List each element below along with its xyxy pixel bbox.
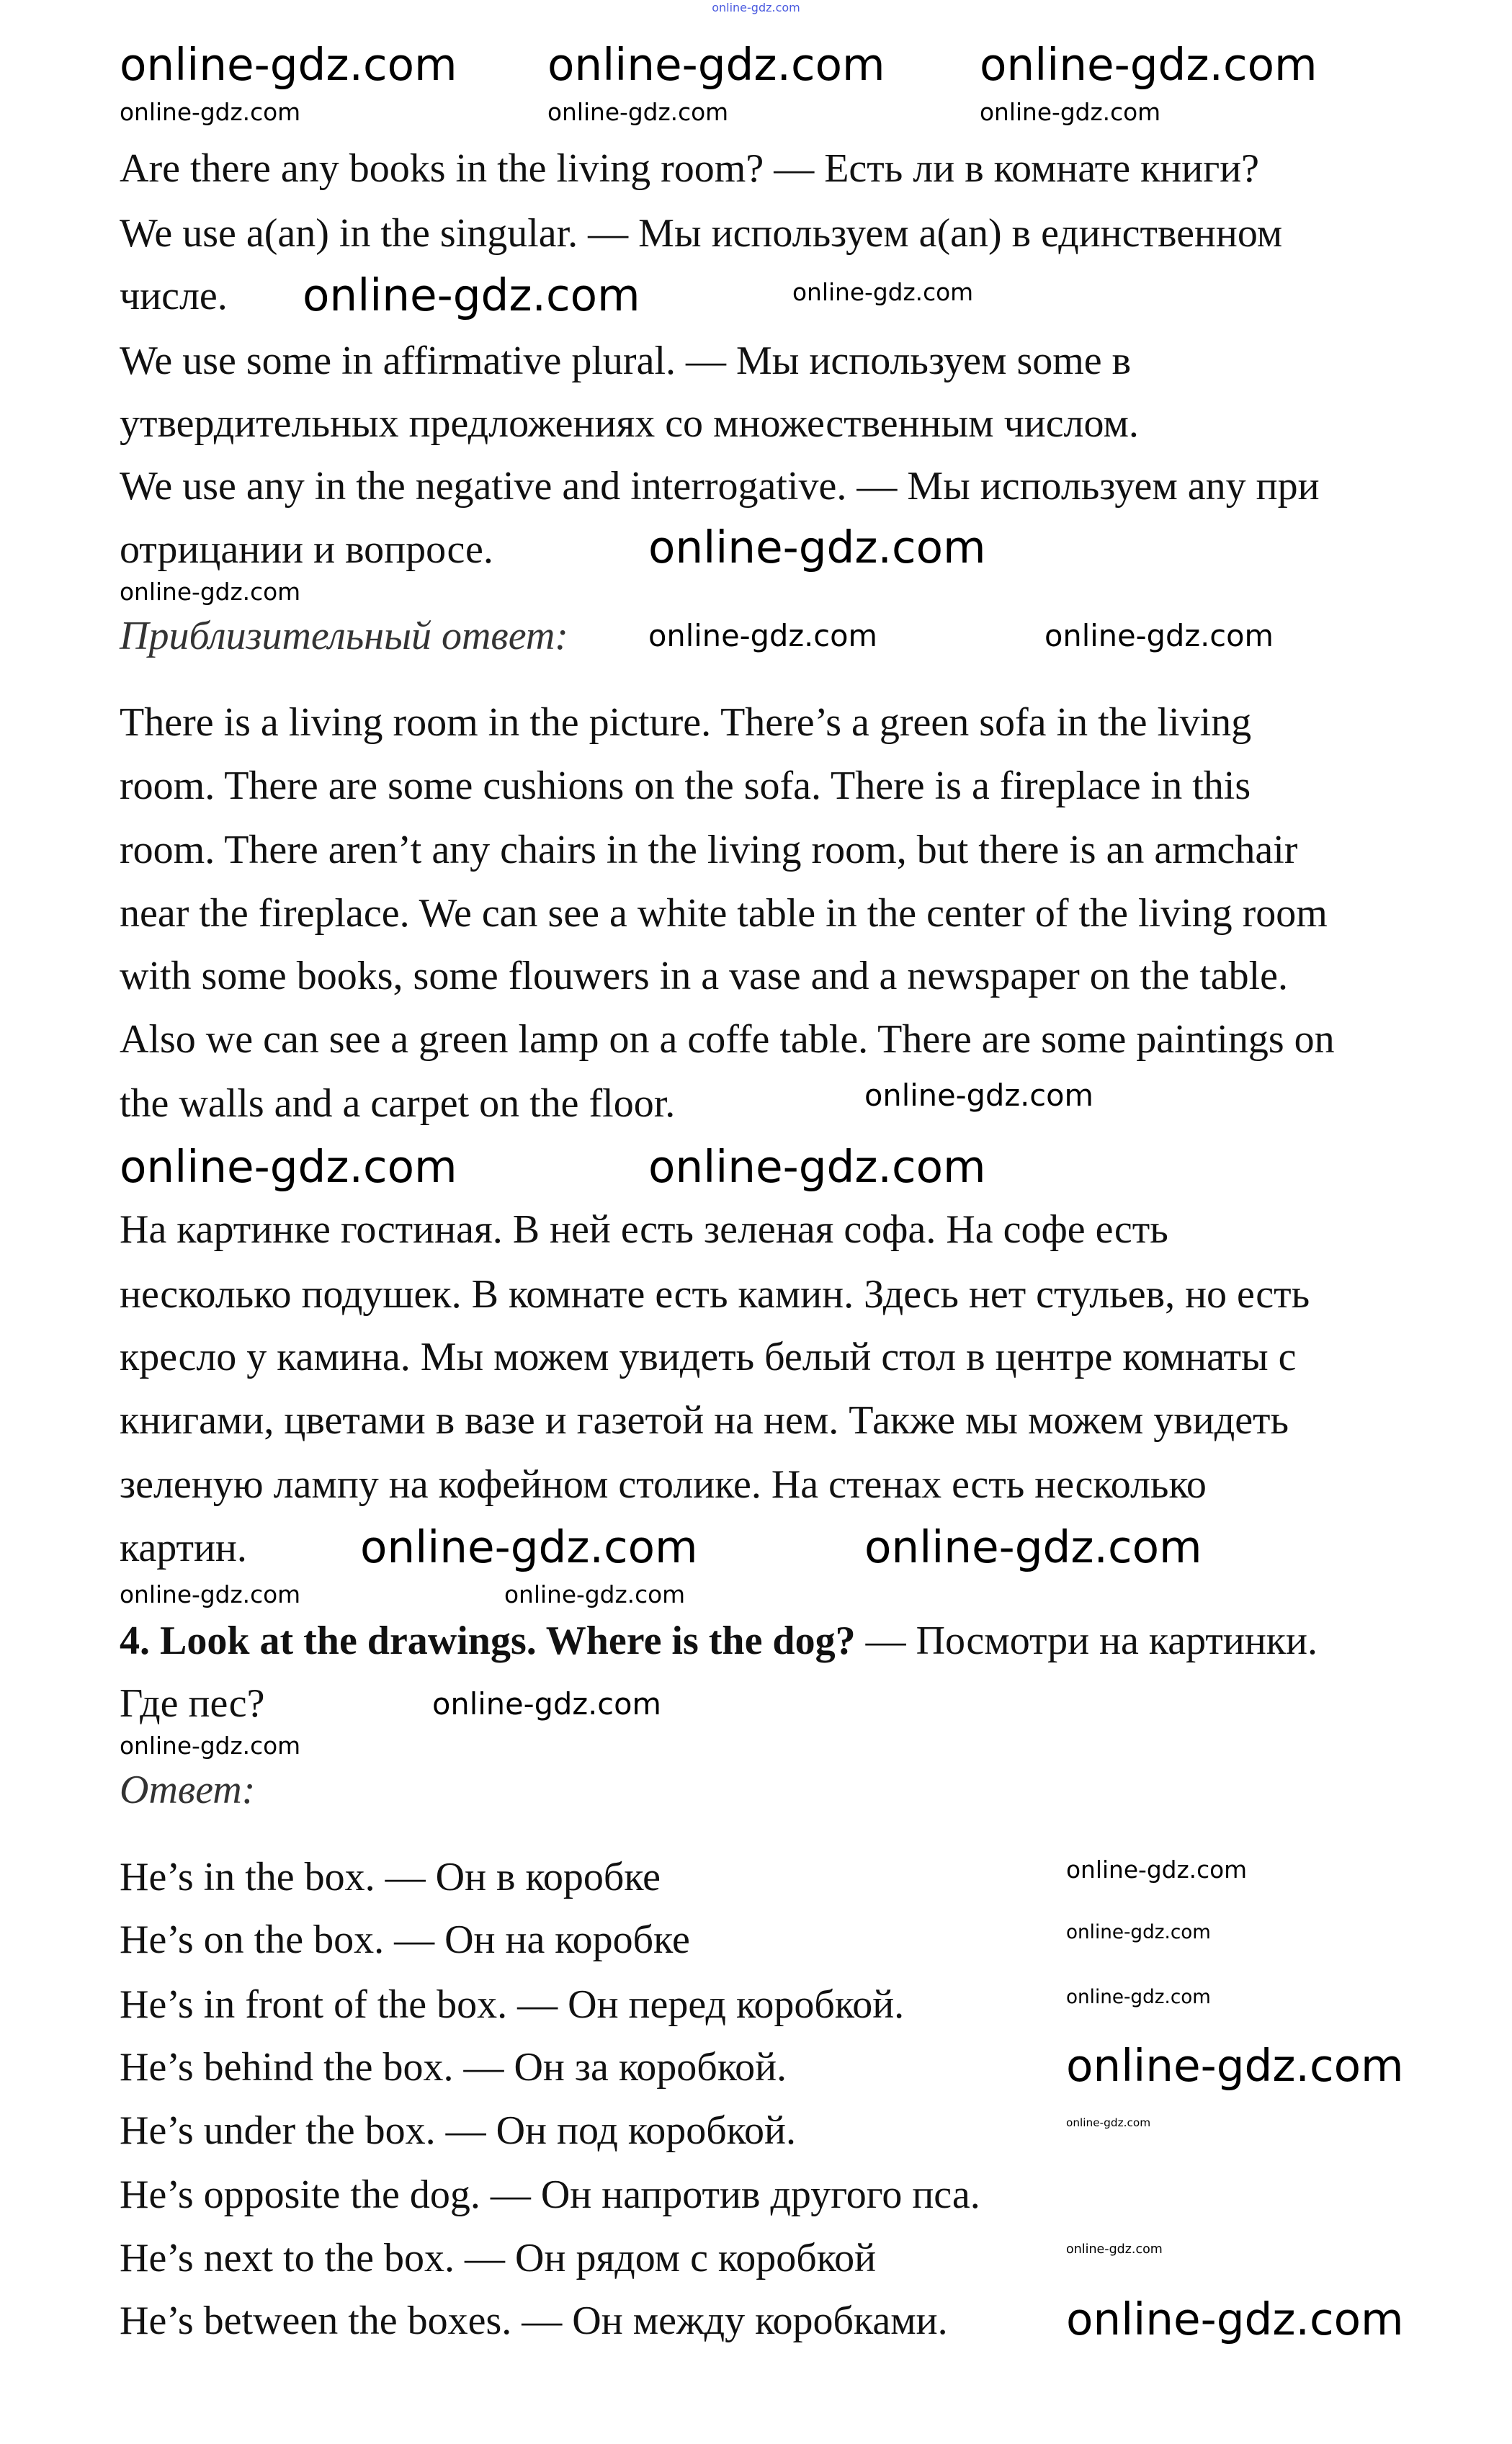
- exercise-title: 4. Look at the drawings. Where is the dog?: [120, 1619, 856, 1663]
- answer-line: He’s on the box. — Он на коробке: [120, 1917, 690, 1962]
- watermark: online-gdz.com: [120, 99, 301, 126]
- russian-text-line: На картинке гостиная. В ней есть зеленая софа. На софе есть: [120, 1207, 1168, 1252]
- watermark: online-gdz.com: [120, 40, 457, 91]
- watermark: online-gdz.com: [864, 1078, 1093, 1113]
- watermark: online-gdz.com: [504, 1581, 686, 1608]
- answer-line: He’s next to the box. — Он рядом с коробкой: [120, 2236, 877, 2280]
- grammar-line: числе.: [120, 274, 228, 318]
- watermark: online-gdz.com: [1066, 1987, 1211, 2008]
- watermark: online-gdz.com: [1066, 1856, 1248, 1884]
- exercise-translation: — Посмотри на картинки.: [855, 1619, 1318, 1663]
- watermark: online-gdz.com: [648, 618, 877, 653]
- watermark: online-gdz.com: [547, 99, 729, 126]
- answer-line: He’s opposite the dog. — Он напротив другого пса.: [120, 2172, 980, 2217]
- watermark: online-gdz.com: [120, 578, 301, 606]
- english-text-line: with some books, some flouwers in a vase and a newspaper on the table.: [120, 954, 1289, 998]
- watermark: online-gdz.com: [648, 522, 986, 573]
- watermark: online-gdz.com: [1044, 618, 1274, 653]
- exercise-4-heading: [120, 1612, 1318, 1670]
- watermark: online-gdz.com: [792, 279, 974, 306]
- watermark: online-gdz.com: [1066, 2242, 1163, 2257]
- grammar-line: утвердительных предложениях со множественным числом.: [120, 401, 1139, 446]
- watermark: online-gdz.com: [547, 40, 885, 91]
- answer-line: He’s in front of the box. — Он перед коробкой.: [120, 1982, 905, 2027]
- answer-line: He’s in the box. — Он в коробке: [120, 1855, 661, 1899]
- watermark: online-gdz.com: [120, 1732, 301, 1760]
- russian-text-line: несколько подушек. В комнате есть камин. Здесь нет стульев, но есть: [120, 1272, 1310, 1317]
- grammar-line: We use a(an) in the singular. — Мы используем a(an) в единственном: [120, 211, 1283, 256]
- russian-text-line: зеленую лампу на кофейном столике. На стенах есть несколько: [120, 1462, 1207, 1507]
- watermark: online-gdz.com: [980, 40, 1318, 91]
- watermark: online-gdz.com: [432, 1686, 661, 1722]
- russian-text-line: кресло у камина. Мы можем увидеть белый стол в центре комнаты с: [120, 1335, 1297, 1379]
- grammar-line: Are there any books in the living room? — Есть ли в комнате книги?: [120, 146, 1260, 191]
- watermark: online-gdz.com: [1066, 2041, 1404, 2092]
- watermark: online-gdz.com: [864, 1522, 1202, 1573]
- watermark: online-gdz.com: [1066, 2294, 1404, 2345]
- english-text-line: room. There aren’t any chairs in the living room, but there is an armchair: [120, 828, 1298, 872]
- answer-line: He’s under the box. — Он под коробкой.: [120, 2108, 797, 2153]
- watermark: online-gdz.com: [1066, 2116, 1151, 2129]
- russian-text-line: картин.: [120, 1526, 247, 1570]
- site-header-watermark: online-gdz.com: [712, 1, 800, 14]
- answer-label: Ответ:: [120, 1768, 256, 1812]
- english-text-line: near the fireplace. We can see a white table in the center of the living room: [120, 891, 1328, 936]
- english-text-line: There is a living room in the picture. There’s a green sofa in the living: [120, 700, 1252, 745]
- answer-line: He’s behind the box. — Он за коробкой.: [120, 2045, 787, 2090]
- english-text-line: Also we can see a green lamp on a coffe table. There are some paintings on: [120, 1017, 1335, 1062]
- answer-label: Приблизительный ответ:: [120, 614, 568, 658]
- watermark: online-gdz.com: [1066, 1922, 1211, 1943]
- exercise-translation-line: Где пес?: [120, 1681, 265, 1726]
- watermark: online-gdz.com: [360, 1522, 698, 1573]
- grammar-line: We use some in affirmative plural. — Мы используем some в: [120, 339, 1132, 383]
- english-text-line: room. There are some cushions on the sofa. There is a fireplace in this: [120, 764, 1251, 808]
- watermark: online-gdz.com: [120, 1142, 457, 1193]
- watermark: online-gdz.com: [303, 270, 640, 321]
- watermark: online-gdz.com: [980, 99, 1161, 126]
- answer-line: He’s between the boxes. — Он между коробками.: [120, 2298, 948, 2343]
- watermark: online-gdz.com: [648, 1142, 986, 1193]
- watermark: online-gdz.com: [120, 1581, 301, 1608]
- grammar-line: отрицании и вопросе.: [120, 527, 493, 572]
- russian-text-line: книгами, цветами в вазе и газетой на нем. Также мы можем увидеть: [120, 1398, 1289, 1443]
- grammar-line: We use any in the negative and interrogative. — Мы используем any при: [120, 464, 1320, 509]
- english-text-line: the walls and a carpet on the floor.: [120, 1081, 676, 1126]
